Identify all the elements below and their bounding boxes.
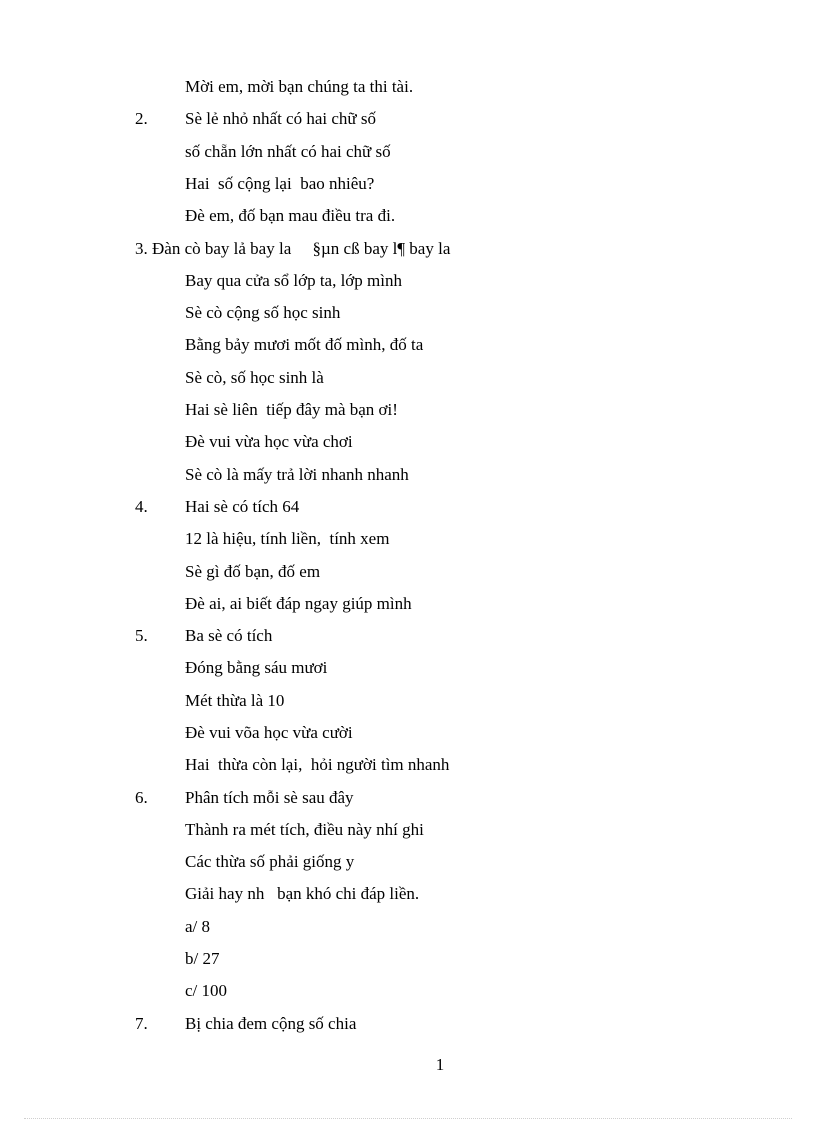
text-line: Mời em, mời bạn chúng ta thi tài. [185, 77, 414, 96]
text-line: Đè vui vừa học vừa chơi [185, 432, 353, 451]
list-number: 6. [135, 788, 148, 807]
text-line: Bay qua cửa sổ lớp ta, lớp mình [185, 271, 402, 290]
text-line: Bằng bảy mươi mốt đố mình, đố ta [185, 335, 424, 354]
text-line: 3. Đàn cò bay lả bay la §µn cß bay l¶ bay la [135, 239, 451, 258]
text-line: Hai sè liên tiếp đây mà bạn ơi! [185, 400, 398, 419]
list-number: 5. [135, 626, 148, 645]
text-line: Sè gì đố bạn, đố em [185, 562, 321, 581]
text-line: Đè vui võa học vừa cười [185, 723, 353, 742]
list-number: 2. [135, 109, 148, 128]
list-number: 7. [135, 1014, 148, 1033]
text-line: Ba sè có tích [185, 626, 273, 645]
text-line: Đè em, đố bạn mau điều tra đi. [185, 206, 396, 225]
text-line: Sè cò, số học sinh là [185, 368, 324, 387]
text-line: Đè ai, ai biết đáp ngay giúp mình [185, 594, 412, 613]
text-line: Sè cò là mấy trả lời nhanh nhanh [185, 465, 409, 484]
text-line: Thành ra mét tích, điều này nhí ghi [185, 820, 424, 839]
text-line: Hai số cộng lại bao nhiêu? [185, 174, 375, 193]
text-line: 12 là hiệu, tính liền, tính xem [185, 529, 390, 548]
page-number: 1 [435, 1055, 445, 1074]
text-line: Giải hay nh bạn khó chi đáp liền. [185, 884, 420, 903]
text-line: Sè cò cộng số học sinh [185, 303, 341, 322]
text-line: Đóng bằng sáu mươi [185, 658, 328, 677]
text-line: c/ 100 [185, 981, 228, 1000]
text-line: a/ 8 [185, 917, 211, 936]
text-line: Hai sè có tích 64 [185, 497, 300, 516]
text-line: Các thừa số phải giống y [185, 852, 355, 871]
list-number: 4. [135, 497, 148, 516]
text-line: Mét thừa là 10 [185, 691, 285, 710]
page-bottom-rule [24, 1118, 792, 1119]
text-line: Phân tích mỗi sè sau đây [185, 788, 354, 807]
text-line: Hai thừa còn lại, hỏi người tìm nhanh [185, 755, 450, 774]
text-line: Sè lẻ nhỏ nhất có hai chữ số [185, 109, 376, 128]
text-line: b/ 27 [185, 949, 220, 968]
text-line: số chẵn lớn nhất có hai chữ số [185, 142, 391, 161]
text-line: Bị chia đem cộng số chia [185, 1014, 357, 1033]
